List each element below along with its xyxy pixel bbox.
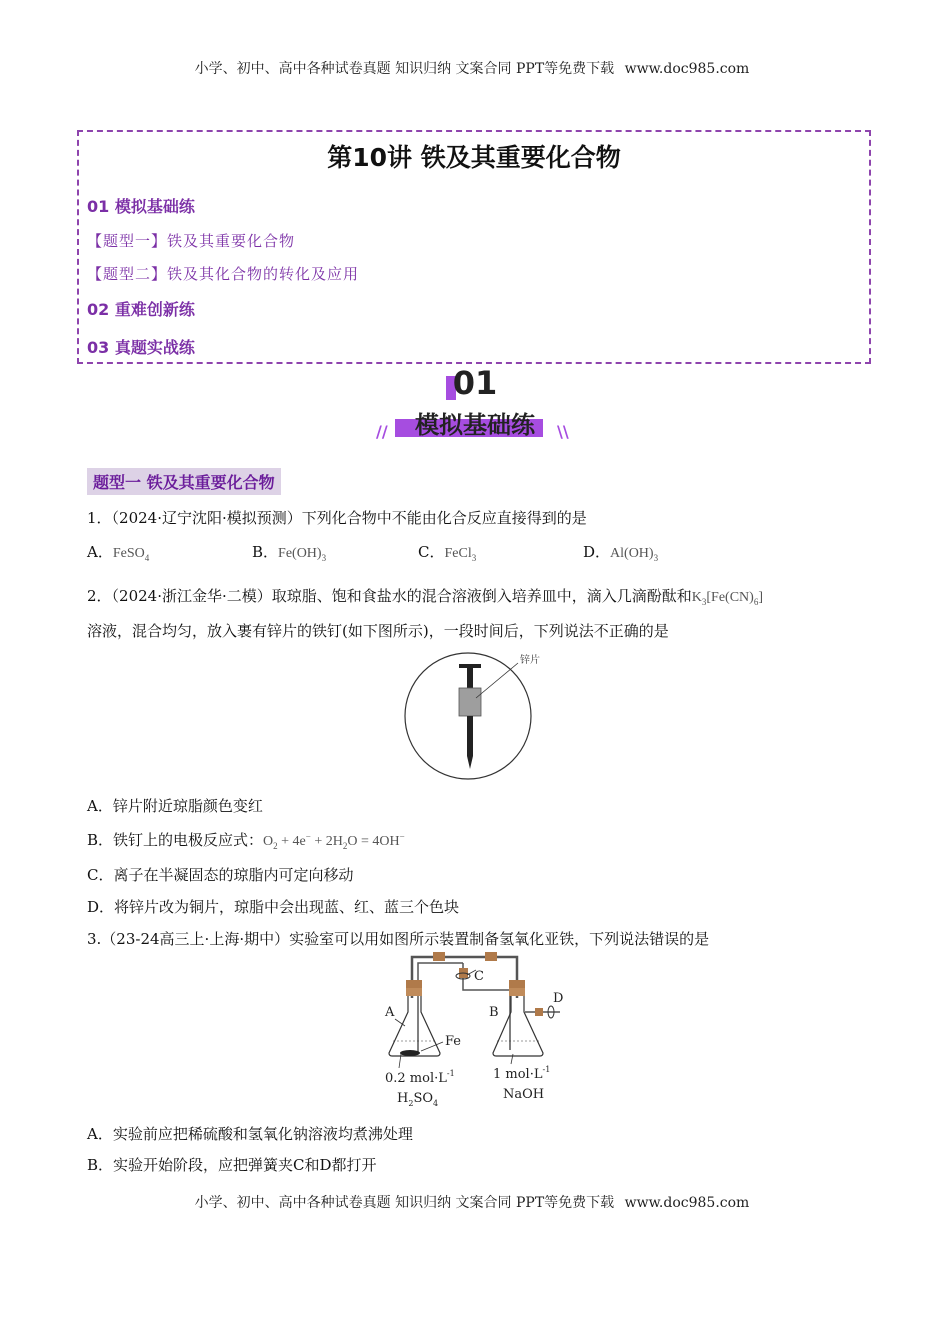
nail-upper-shank: [467, 668, 473, 688]
base-label: NaOH: [503, 1087, 545, 1102]
stopper-a-lower: [406, 988, 422, 996]
iron-filings: [400, 1050, 420, 1056]
conc-label-b: 1 $mol\cdot L^{-1}$: [493, 1065, 551, 1082]
flask-b: [493, 996, 543, 1056]
nail-tip: [467, 756, 473, 769]
q2-option-b-equation: $O_2 + 4e^- + 2H_2O = 4OH^-$: [263, 831, 405, 851]
zinc-sheet: [459, 688, 481, 716]
q1-option-a[interactable]: A．FeSO$_4$: [87, 543, 150, 563]
flask-a: [389, 996, 440, 1056]
q1-option-d[interactable]: D．$Al(OH)_3$: [583, 543, 659, 563]
q2-option-c[interactable]: C．离子在半凝固态的琼脂内可定向移动: [87, 866, 354, 884]
page-footer: [0, 1192, 950, 1212]
q3-option-a[interactable]: A．实验前应把稀硫酸和氢氧化钠溶液均煮沸处理: [87, 1125, 413, 1143]
slash-left-icon: //: [376, 422, 388, 441]
stopper-b: [509, 980, 525, 988]
label-c: C: [474, 969, 484, 984]
question-type-heading: 题型一 铁及其重要化合物: [87, 468, 281, 495]
toc-item-advanced[interactable]: 02 重难创新练: [87, 300, 195, 319]
q2-stem-line1: 2．（2024·浙江金华·二模）取琼脂、饱和食盐水的混合溶液倒入培养皿中，滴入几滴酚酞和$K_3[Fe(CN)_6]$: [87, 587, 763, 607]
toc-item-type2[interactable]: 【题型二】铁及其化合物的转化及应用: [87, 265, 360, 283]
q3-option-b[interactable]: B．实验开始阶段，应把弹簧夹C和D都打开: [87, 1156, 377, 1174]
label-fe: Fe: [445, 1034, 462, 1049]
q3-figure-apparatus: [375, 950, 585, 1110]
nail-lower-shank: [467, 716, 473, 756]
label-d: D: [553, 991, 564, 1006]
q1-stem: 1．（2024·辽宁沈阳·模拟预测）下列化合物中不能由化合反应直接得到的是: [87, 509, 587, 527]
q1-option-b[interactable]: B．$Fe(OH)_3$: [252, 543, 327, 563]
acid-label: $H_2SO_4$: [397, 1091, 439, 1108]
header-url[interactable]: www.doc985.com: [624, 61, 750, 77]
q2-option-d[interactable]: D．将锌片改为铜片，琼脂中会出现蓝、红、蓝三个色块: [87, 898, 460, 916]
toc-box: [77, 130, 871, 364]
zinc-label: 锌片: [520, 655, 540, 666]
q2-figure-petri-dish: [400, 645, 560, 785]
section-number: 01: [452, 364, 498, 402]
footer-url[interactable]: www.doc985.com: [624, 1195, 750, 1211]
q2-stem-line2: 溶液，混合均匀，放入裹有锌片的铁钉(如下图所示)，一段时间后，下列说法不正确的是: [87, 622, 669, 640]
q2-option-a[interactable]: A．锌片附近琼脂颜色变红: [87, 797, 263, 815]
toc-item-real-exam[interactable]: 03 真题实战练: [87, 338, 195, 357]
q3-stem: 3.（23-24高三上·上海·期中）实验室可以用如图所示装置制备氢氧化亚铁，下列说法错误的是: [87, 930, 710, 948]
lecture-title: 第10讲 铁及其重要化合物: [327, 143, 621, 172]
label-a: A: [385, 1005, 395, 1020]
stopper-a: [406, 980, 422, 988]
header-text: 小学、初中、高中各种试卷真题 知识归纳 文案合同 PPT等免费下载: [194, 61, 615, 77]
tube-joint: [485, 952, 497, 961]
q1-option-c[interactable]: C．FeCl$_3$: [418, 543, 477, 563]
label-leader-line: [476, 663, 518, 698]
conc-label-a: 0.2 $mol\cdot L^{-1}$: [385, 1069, 455, 1086]
toc-item-type1[interactable]: 【题型一】铁及其重要化合物: [87, 232, 296, 250]
stopper-b-lower: [509, 988, 525, 996]
connecting-tube-inner-a: [418, 963, 463, 998]
nail-head: [459, 664, 481, 668]
q2-option-b[interactable]: B．铁钉上的电极反应式：$O_2 + 4e^- + 2H_2O = 4OH^-$: [87, 831, 405, 851]
toc-item-basic[interactable]: 01 模拟基础练: [87, 197, 195, 216]
tube-joint: [433, 952, 445, 961]
footer-text: 小学、初中、高中各种试卷真题 知识归纳 文案合同 PPT等免费下载: [194, 1195, 615, 1211]
q2-reagent-formula: $K_3[Fe(CN)_6]$: [691, 590, 763, 607]
label-b: B: [489, 1005, 499, 1020]
section-title: 模拟基础练: [415, 411, 535, 439]
page-header: [0, 58, 950, 78]
slash-right-icon: \\: [557, 422, 569, 441]
